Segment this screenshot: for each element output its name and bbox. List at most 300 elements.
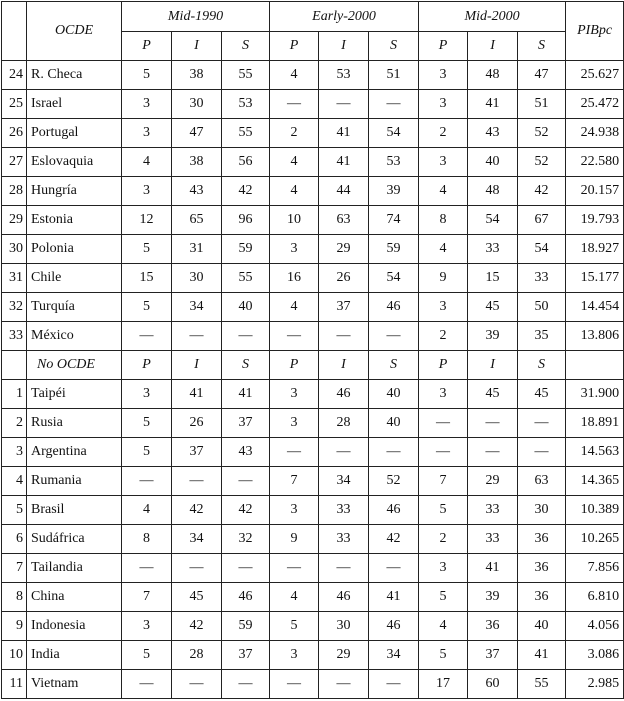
value-cell: 34 xyxy=(369,641,419,670)
value-cell: — xyxy=(319,90,369,119)
value-cell: 32 xyxy=(222,525,270,554)
subheader-s: S xyxy=(369,32,419,61)
row-number: 1 xyxy=(2,380,27,409)
value-cell: 5 xyxy=(419,583,468,612)
value-cell: — xyxy=(270,554,319,583)
value-cell: 53 xyxy=(222,90,270,119)
value-cell: 3 xyxy=(270,641,319,670)
pib-value: 18.927 xyxy=(566,235,624,264)
value-cell: — xyxy=(122,670,172,699)
value-cell: 34 xyxy=(172,525,222,554)
value-cell: 7 xyxy=(122,583,172,612)
table-row xyxy=(2,322,624,351)
value-cell: 28 xyxy=(319,409,369,438)
subheader-s: S xyxy=(222,32,270,61)
value-cell: 5 xyxy=(122,293,172,322)
ocde-header: OCDE xyxy=(27,2,122,61)
subheader-p: P xyxy=(270,32,319,61)
value-cell: 59 xyxy=(369,235,419,264)
subheader-p: P xyxy=(122,32,172,61)
value-cell: — xyxy=(122,467,172,496)
value-cell: 42 xyxy=(172,496,222,525)
value-cell: 26 xyxy=(172,409,222,438)
value-cell: 55 xyxy=(222,264,270,293)
value-cell: — xyxy=(222,670,270,699)
row-number: 11 xyxy=(2,670,27,699)
value-cell: 55 xyxy=(222,61,270,90)
value-cell: 52 xyxy=(369,467,419,496)
value-cell: 37 xyxy=(172,438,222,467)
pib-value: 22.580 xyxy=(566,148,624,177)
country-name: Polonia xyxy=(27,235,122,264)
table-row xyxy=(2,438,624,467)
value-cell: — xyxy=(172,467,222,496)
value-cell: 30 xyxy=(518,496,566,525)
non-ocde-subheader-i: I xyxy=(319,351,369,380)
country-name: Tailandia xyxy=(27,554,122,583)
value-cell: 36 xyxy=(468,612,518,641)
non-ocde-subheader-i: I xyxy=(468,351,518,380)
value-cell: — xyxy=(468,438,518,467)
pib-value: 19.793 xyxy=(566,206,624,235)
value-cell: 45 xyxy=(468,380,518,409)
value-cell: 42 xyxy=(172,612,222,641)
value-cell: 3 xyxy=(270,235,319,264)
value-cell: 3 xyxy=(270,409,319,438)
value-cell: 40 xyxy=(369,380,419,409)
value-cell: 40 xyxy=(369,409,419,438)
value-cell: 41 xyxy=(468,90,518,119)
value-cell: 3 xyxy=(270,496,319,525)
value-cell: 5 xyxy=(122,235,172,264)
value-cell: 46 xyxy=(369,293,419,322)
ocde-body xyxy=(2,61,624,351)
value-cell: 8 xyxy=(419,206,468,235)
value-cell: 37 xyxy=(468,641,518,670)
value-cell: 4 xyxy=(419,612,468,641)
value-cell: 42 xyxy=(518,177,566,206)
period-header-mid-1990: Mid-1990 xyxy=(122,2,270,32)
value-cell: 41 xyxy=(468,554,518,583)
value-cell: 4 xyxy=(270,148,319,177)
value-cell: 3 xyxy=(122,612,172,641)
table-row xyxy=(2,670,624,699)
value-cell: 17 xyxy=(419,670,468,699)
value-cell: — xyxy=(419,409,468,438)
value-cell: 54 xyxy=(369,119,419,148)
table-row xyxy=(2,264,624,293)
subheader-i: I xyxy=(468,32,518,61)
country-name: Taipéi xyxy=(27,380,122,409)
value-cell: 38 xyxy=(172,148,222,177)
value-cell: — xyxy=(270,322,319,351)
table-row xyxy=(2,467,624,496)
non-ocde-subheader-p: P xyxy=(419,351,468,380)
value-cell: 2 xyxy=(419,119,468,148)
non-ocde-subheader-s: S xyxy=(369,351,419,380)
value-cell: — xyxy=(468,409,518,438)
value-cell: 51 xyxy=(369,61,419,90)
value-cell: 12 xyxy=(122,206,172,235)
value-cell: 39 xyxy=(369,177,419,206)
value-cell: — xyxy=(270,670,319,699)
table-row xyxy=(2,177,624,206)
non-ocde-body xyxy=(2,380,624,699)
value-cell: 30 xyxy=(172,90,222,119)
value-cell: — xyxy=(369,90,419,119)
pib-value: 14.454 xyxy=(566,293,624,322)
table-row xyxy=(2,293,624,322)
value-cell: 41 xyxy=(172,380,222,409)
pib-header: PIBpc xyxy=(566,2,624,61)
value-cell: 2 xyxy=(270,119,319,148)
non-ocde-corner xyxy=(2,351,27,380)
subheader-i: I xyxy=(172,32,222,61)
value-cell: 45 xyxy=(172,583,222,612)
value-cell: 2 xyxy=(419,322,468,351)
row-number: 26 xyxy=(2,119,27,148)
value-cell: — xyxy=(122,554,172,583)
value-cell: 41 xyxy=(369,583,419,612)
value-cell: 40 xyxy=(468,148,518,177)
non-ocde-subheader-p: P xyxy=(122,351,172,380)
country-name: Vietnam xyxy=(27,670,122,699)
value-cell: 52 xyxy=(518,119,566,148)
value-cell: 5 xyxy=(122,641,172,670)
value-cell: 29 xyxy=(319,235,369,264)
row-number: 2 xyxy=(2,409,27,438)
value-cell: 56 xyxy=(222,148,270,177)
value-cell: 53 xyxy=(369,148,419,177)
country-name: Turquía xyxy=(27,293,122,322)
value-cell: 16 xyxy=(270,264,319,293)
value-cell: — xyxy=(222,322,270,351)
table-row xyxy=(2,554,624,583)
value-cell: 29 xyxy=(468,467,518,496)
value-cell: 46 xyxy=(222,583,270,612)
value-cell: 10 xyxy=(270,206,319,235)
value-cell: 4 xyxy=(122,148,172,177)
value-cell: 3 xyxy=(122,90,172,119)
value-cell: 26 xyxy=(319,264,369,293)
pib-value: 14.563 xyxy=(566,438,624,467)
value-cell: — xyxy=(270,438,319,467)
country-name: Eslovaquia xyxy=(27,148,122,177)
subheader-p: P xyxy=(419,32,468,61)
value-cell: 59 xyxy=(222,235,270,264)
country-name: China xyxy=(27,583,122,612)
value-cell: 55 xyxy=(518,670,566,699)
value-cell: 44 xyxy=(319,177,369,206)
value-cell: 3 xyxy=(419,554,468,583)
value-cell: — xyxy=(518,409,566,438)
non-ocde-subheader-s: S xyxy=(518,351,566,380)
value-cell: 35 xyxy=(518,322,566,351)
value-cell: 30 xyxy=(172,264,222,293)
country-name: Hungría xyxy=(27,177,122,206)
value-cell: 3 xyxy=(419,90,468,119)
value-cell: — xyxy=(369,670,419,699)
period-header-mid-2000: Mid-2000 xyxy=(419,2,566,32)
value-cell: 4 xyxy=(419,177,468,206)
data-table xyxy=(1,1,624,699)
pib-value: 3.086 xyxy=(566,641,624,670)
value-cell: 3 xyxy=(122,119,172,148)
value-cell: 33 xyxy=(468,235,518,264)
value-cell: 46 xyxy=(319,583,369,612)
non-ocde-pib-empty xyxy=(566,351,624,380)
value-cell: 40 xyxy=(222,293,270,322)
value-cell: 74 xyxy=(369,206,419,235)
row-number: 32 xyxy=(2,293,27,322)
value-cell: — xyxy=(172,554,222,583)
table-row xyxy=(2,380,624,409)
value-cell: 60 xyxy=(468,670,518,699)
country-name: Rusia xyxy=(27,409,122,438)
table-row xyxy=(2,612,624,641)
value-cell: 29 xyxy=(319,641,369,670)
row-number: 5 xyxy=(2,496,27,525)
pib-value: 25.627 xyxy=(566,61,624,90)
value-cell: — xyxy=(369,438,419,467)
country-name: Sudáfrica xyxy=(27,525,122,554)
country-name: Chile xyxy=(27,264,122,293)
value-cell: 33 xyxy=(468,496,518,525)
row-number: 25 xyxy=(2,90,27,119)
pib-value: 6.810 xyxy=(566,583,624,612)
value-cell: 50 xyxy=(518,293,566,322)
non-ocde-subheader-i: I xyxy=(172,351,222,380)
value-cell: 54 xyxy=(518,235,566,264)
pib-value: 20.157 xyxy=(566,177,624,206)
country-name: Rumania xyxy=(27,467,122,496)
value-cell: 47 xyxy=(172,119,222,148)
table-row xyxy=(2,235,624,264)
value-cell: 41 xyxy=(518,641,566,670)
value-cell: 5 xyxy=(419,641,468,670)
value-cell: — xyxy=(319,322,369,351)
value-cell: 5 xyxy=(419,496,468,525)
pib-value: 25.472 xyxy=(566,90,624,119)
value-cell: 55 xyxy=(222,119,270,148)
value-cell: 47 xyxy=(518,61,566,90)
non-ocde-header-row xyxy=(2,351,624,380)
value-cell: 36 xyxy=(518,525,566,554)
subheader-i: I xyxy=(319,32,369,61)
table-row xyxy=(2,525,624,554)
value-cell: 30 xyxy=(319,612,369,641)
value-cell: 5 xyxy=(270,612,319,641)
value-cell: 3 xyxy=(419,293,468,322)
value-cell: 42 xyxy=(222,177,270,206)
value-cell: 53 xyxy=(319,61,369,90)
value-cell: 96 xyxy=(222,206,270,235)
value-cell: — xyxy=(369,554,419,583)
value-cell: 54 xyxy=(468,206,518,235)
pib-value: 18.891 xyxy=(566,409,624,438)
pib-value: 15.177 xyxy=(566,264,624,293)
value-cell: 63 xyxy=(319,206,369,235)
row-number: 31 xyxy=(2,264,27,293)
value-cell: 4 xyxy=(270,583,319,612)
row-number: 6 xyxy=(2,525,27,554)
value-cell: 15 xyxy=(122,264,172,293)
table-row xyxy=(2,409,624,438)
value-cell: 3 xyxy=(270,380,319,409)
value-cell: 39 xyxy=(468,583,518,612)
value-cell: — xyxy=(319,438,369,467)
table-row xyxy=(2,641,624,670)
value-cell: 48 xyxy=(468,177,518,206)
value-cell: 3 xyxy=(122,380,172,409)
value-cell: 2 xyxy=(419,525,468,554)
value-cell: 63 xyxy=(518,467,566,496)
value-cell: — xyxy=(222,467,270,496)
country-name: Brasil xyxy=(27,496,122,525)
value-cell: 28 xyxy=(172,641,222,670)
corner-cell xyxy=(2,2,27,61)
value-cell: 42 xyxy=(369,525,419,554)
value-cell: 46 xyxy=(369,496,419,525)
row-number: 4 xyxy=(2,467,27,496)
value-cell: 5 xyxy=(122,409,172,438)
subheader-s: S xyxy=(518,32,566,61)
value-cell: — xyxy=(222,554,270,583)
non-ocde-subheader-p: P xyxy=(270,351,319,380)
row-number: 27 xyxy=(2,148,27,177)
value-cell: 3 xyxy=(419,380,468,409)
table-row xyxy=(2,496,624,525)
value-cell: 65 xyxy=(172,206,222,235)
row-number: 29 xyxy=(2,206,27,235)
country-name: India xyxy=(27,641,122,670)
value-cell: — xyxy=(518,438,566,467)
pib-value: 7.856 xyxy=(566,554,624,583)
value-cell: 33 xyxy=(468,525,518,554)
value-cell: 4 xyxy=(122,496,172,525)
value-cell: 31 xyxy=(172,235,222,264)
country-name: Estonia xyxy=(27,206,122,235)
pib-value: 4.056 xyxy=(566,612,624,641)
value-cell: 7 xyxy=(419,467,468,496)
value-cell: — xyxy=(172,322,222,351)
value-cell: 41 xyxy=(319,119,369,148)
value-cell: — xyxy=(419,438,468,467)
value-cell: — xyxy=(369,322,419,351)
value-cell: 46 xyxy=(369,612,419,641)
value-cell: — xyxy=(319,554,369,583)
row-number: 33 xyxy=(2,322,27,351)
value-cell: 33 xyxy=(319,525,369,554)
value-cell: 4 xyxy=(419,235,468,264)
value-cell: 34 xyxy=(172,293,222,322)
value-cell: — xyxy=(270,90,319,119)
value-cell: 45 xyxy=(518,380,566,409)
value-cell: 37 xyxy=(222,409,270,438)
row-number: 7 xyxy=(2,554,27,583)
row-number: 3 xyxy=(2,438,27,467)
period-header-early-2000: Early-2000 xyxy=(270,2,419,32)
value-cell: 4 xyxy=(270,177,319,206)
value-cell: 33 xyxy=(518,264,566,293)
value-cell: 40 xyxy=(518,612,566,641)
non-ocde-subheader-s: S xyxy=(222,351,270,380)
value-cell: 3 xyxy=(122,177,172,206)
pib-value: 14.365 xyxy=(566,467,624,496)
value-cell: 8 xyxy=(122,525,172,554)
row-number: 30 xyxy=(2,235,27,264)
value-cell: 9 xyxy=(419,264,468,293)
table-row xyxy=(2,583,624,612)
row-number: 8 xyxy=(2,583,27,612)
value-cell: 59 xyxy=(222,612,270,641)
value-cell: 15 xyxy=(468,264,518,293)
value-cell: 46 xyxy=(319,380,369,409)
pib-value: 31.900 xyxy=(566,380,624,409)
non-ocde-label: No OCDE xyxy=(27,351,122,380)
value-cell: — xyxy=(172,670,222,699)
value-cell: 5 xyxy=(122,438,172,467)
value-cell: 33 xyxy=(319,496,369,525)
value-cell: — xyxy=(122,322,172,351)
value-cell: 4 xyxy=(270,61,319,90)
pib-value: 24.938 xyxy=(566,119,624,148)
country-name: Argentina xyxy=(27,438,122,467)
value-cell: 4 xyxy=(270,293,319,322)
country-name: Indonesia xyxy=(27,612,122,641)
value-cell: 36 xyxy=(518,554,566,583)
table-row xyxy=(2,148,624,177)
value-cell: 39 xyxy=(468,322,518,351)
value-cell: — xyxy=(319,670,369,699)
value-cell: 54 xyxy=(369,264,419,293)
value-cell: 42 xyxy=(222,496,270,525)
value-cell: 37 xyxy=(319,293,369,322)
value-cell: 67 xyxy=(518,206,566,235)
table-row xyxy=(2,90,624,119)
pib-value: 10.389 xyxy=(566,496,624,525)
value-cell: 45 xyxy=(468,293,518,322)
value-cell: 9 xyxy=(270,525,319,554)
value-cell: 37 xyxy=(222,641,270,670)
value-cell: 7 xyxy=(270,467,319,496)
value-cell: 52 xyxy=(518,148,566,177)
value-cell: 48 xyxy=(468,61,518,90)
row-number: 10 xyxy=(2,641,27,670)
country-name: Israel xyxy=(27,90,122,119)
value-cell: 43 xyxy=(222,438,270,467)
value-cell: 3 xyxy=(419,148,468,177)
value-cell: 3 xyxy=(419,61,468,90)
row-number: 9 xyxy=(2,612,27,641)
table-row xyxy=(2,206,624,235)
row-number: 28 xyxy=(2,177,27,206)
value-cell: 34 xyxy=(319,467,369,496)
table-row xyxy=(2,119,624,148)
table-row xyxy=(2,61,624,90)
value-cell: 43 xyxy=(172,177,222,206)
pib-value: 13.806 xyxy=(566,322,624,351)
country-name: R. Checa xyxy=(27,61,122,90)
pib-value: 2.985 xyxy=(566,670,624,699)
value-cell: 36 xyxy=(518,583,566,612)
country-name: Portugal xyxy=(27,119,122,148)
row-number: 24 xyxy=(2,61,27,90)
value-cell: 43 xyxy=(468,119,518,148)
value-cell: 51 xyxy=(518,90,566,119)
value-cell: 41 xyxy=(222,380,270,409)
value-cell: 5 xyxy=(122,61,172,90)
